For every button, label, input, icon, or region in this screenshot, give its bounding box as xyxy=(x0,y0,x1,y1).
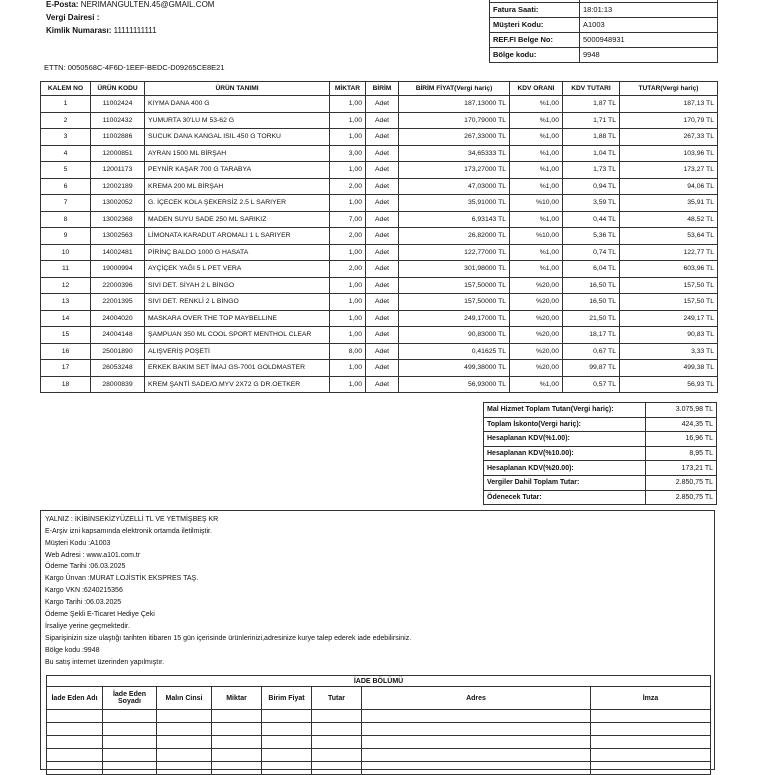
return-input-cell[interactable] xyxy=(262,762,312,775)
col-product-code-cell: 24004148 xyxy=(91,327,145,344)
email-line: E-Posta: NERIMANGULTEN.45@GMAIL.COM xyxy=(46,0,215,9)
col-product-code-cell: 11002424 xyxy=(91,96,145,113)
return-input-cell[interactable] xyxy=(103,762,157,775)
col-vat-rate-cell: %20,00 xyxy=(510,327,563,344)
col-unit-price-cell: 34,65333 TL xyxy=(399,145,510,162)
col-quantity-cell: 3,00 xyxy=(330,145,366,162)
info-row: Bölge kodu: 9948 xyxy=(490,47,718,62)
col-line-no-header: KALEM NO xyxy=(41,82,91,96)
col-line-no-cell: 14 xyxy=(41,310,91,327)
col-vat-amount-cell: 1,87 TL xyxy=(563,96,620,113)
note-line: Kargo Tarihi :06.03.2025 xyxy=(45,599,122,606)
col-unit-price-cell: 90,83000 TL xyxy=(399,327,510,344)
col-unit-cell: Adet xyxy=(366,178,399,195)
return-input-cell[interactable] xyxy=(212,749,262,762)
col-vat-rate-cell: %20,00 xyxy=(510,343,563,360)
col-unit-cell: Adet xyxy=(366,129,399,146)
totals-row xyxy=(484,490,717,505)
return-row xyxy=(47,749,711,762)
col-line-no-cell: 10 xyxy=(41,244,91,261)
col-product-name-cell: ERKEK BAKIM SET İMAJ GS-7001 GOLDMASTER xyxy=(145,360,330,377)
return-input-cell[interactable] xyxy=(157,736,212,749)
col-product-code-cell: 11002886 xyxy=(91,129,145,146)
col-quantity-cell: 2,00 xyxy=(330,178,366,195)
col-line-no-cell: 13 xyxy=(41,294,91,311)
col-unit-price-cell: 173,27000 TL xyxy=(399,162,510,179)
totals-label: Ödenecek Tutar: xyxy=(484,490,646,505)
col-unit-price-cell: 267,33000 TL xyxy=(399,129,510,146)
return-input-cell[interactable] xyxy=(103,710,157,723)
col-unit-cell: Adet xyxy=(366,96,399,113)
return-input-cell[interactable] xyxy=(157,710,212,723)
col-vat-amount-cell: 0,94 TL xyxy=(563,178,620,195)
col-quantity-cell: 1,00 xyxy=(330,162,366,179)
return-input-cell[interactable] xyxy=(157,762,212,775)
col-product-code-cell: 24004020 xyxy=(91,310,145,327)
col-line-no-cell: 3 xyxy=(41,129,91,146)
col-product-code-cell: 13002368 xyxy=(91,211,145,228)
return-input-cell[interactable] xyxy=(362,749,591,762)
col-quantity-header: MİKTAR xyxy=(330,82,366,96)
col-product-name-cell: AYÇİÇEK YAĞI 5 L PET VERA xyxy=(145,261,330,278)
return-input-cell[interactable] xyxy=(157,723,212,736)
col-amount-cell: 53,64 TL xyxy=(620,228,718,245)
col-amount-cell: 157,50 TL xyxy=(620,277,718,294)
table-row xyxy=(41,261,718,278)
col-vat-rate-cell: %1,00 xyxy=(510,129,563,146)
table-row xyxy=(41,343,718,360)
return-col-header: İade Eden Soyadı xyxy=(103,687,157,710)
table-row xyxy=(41,96,718,113)
totals-row xyxy=(484,403,717,418)
return-input-cell[interactable] xyxy=(312,723,362,736)
col-amount-cell: 48,52 TL xyxy=(620,211,718,228)
return-section-table xyxy=(46,675,711,775)
totals-value: 2.850,75 TL xyxy=(646,490,717,505)
totals-row xyxy=(484,475,717,490)
col-product-code-cell: 12001173 xyxy=(91,162,145,179)
return-input-cell[interactable] xyxy=(262,749,312,762)
return-col-header: Birim Fiyat xyxy=(262,687,312,710)
col-product-name-cell: KIYMA DANA 400 G xyxy=(145,96,330,113)
return-input-cell[interactable] xyxy=(262,710,312,723)
return-input-cell[interactable] xyxy=(312,710,362,723)
col-unit-price-cell: 499,38000 TL xyxy=(399,360,510,377)
col-vat-amount-cell: 0,57 TL xyxy=(563,376,620,393)
col-quantity-cell: 1,00 xyxy=(330,327,366,344)
col-vat-rate-cell: %20,00 xyxy=(510,277,563,294)
col-line-no-cell: 4 xyxy=(41,145,91,162)
note-line: Kargo Ünvan :MURAT LOJİSTİK EKSPRES TAŞ. xyxy=(45,575,199,582)
id-value: 11111111111 xyxy=(113,26,157,35)
col-vat-amount-cell: 5,36 TL xyxy=(563,228,620,245)
items-header-row xyxy=(41,82,718,96)
col-amount-header: TUTAR(Vergi hariç) xyxy=(620,82,718,96)
table-row xyxy=(41,228,718,245)
col-amount-cell: 94,06 TL xyxy=(620,178,718,195)
col-vat-amount-cell: 0,44 TL xyxy=(563,211,620,228)
col-amount-cell: 267,33 TL xyxy=(620,129,718,146)
col-product-name-cell: YUMURTA 30'LU M 53-62 G xyxy=(145,112,330,129)
col-vat-amount-cell: 16,50 TL xyxy=(563,294,620,311)
col-amount-cell: 170,79 TL xyxy=(620,112,718,129)
col-vat-amount-cell: 1,73 TL xyxy=(563,162,620,179)
return-row xyxy=(47,710,711,723)
col-unit-cell: Adet xyxy=(366,277,399,294)
col-amount-cell: 173,27 TL xyxy=(620,162,718,179)
note-line: Bölge kodu :9948 xyxy=(45,647,100,654)
col-vat-rate-cell: %1,00 xyxy=(510,112,563,129)
return-row xyxy=(47,736,711,749)
col-line-no-cell: 15 xyxy=(41,327,91,344)
totals-value: 16,96 TL xyxy=(646,432,717,447)
col-product-code-cell: 12000851 xyxy=(91,145,145,162)
totals-row xyxy=(484,432,717,447)
col-amount-cell: 499,38 TL xyxy=(620,360,718,377)
col-unit-price-cell: 56,93000 TL xyxy=(399,376,510,393)
col-vat-rate-cell: %1,00 xyxy=(510,211,563,228)
col-product-name-cell: KREM ŞANTİ SADE/O.MYV 2X72 G DR.OETKER xyxy=(145,376,330,393)
col-vat-rate-cell: %20,00 xyxy=(510,294,563,311)
col-line-no-cell: 2 xyxy=(41,112,91,129)
col-unit-cell: Adet xyxy=(366,211,399,228)
col-product-name-cell: AYRAN 1500 ML BİRŞAH xyxy=(145,145,330,162)
col-vat-rate-header: KDV ORANI xyxy=(510,82,563,96)
col-line-no-cell: 16 xyxy=(41,343,91,360)
col-unit-price-cell: 26,82000 TL xyxy=(399,228,510,245)
note-line: Web Adresi : www.a101.com.tr xyxy=(45,552,141,559)
col-unit-price-cell: 35,91000 TL xyxy=(399,195,510,212)
note-line: Ödeme Tarihi :06.03.2025 xyxy=(45,563,126,570)
info-row: Fatura Saati: 18:01:13 xyxy=(490,2,718,17)
return-input-cell[interactable] xyxy=(262,736,312,749)
col-quantity-cell: 1,00 xyxy=(330,129,366,146)
col-vat-rate-cell: %10,00 xyxy=(510,195,563,212)
return-input-cell[interactable] xyxy=(591,736,711,749)
col-unit-price-cell: 187,13000 TL xyxy=(399,96,510,113)
return-input-cell[interactable] xyxy=(47,736,103,749)
return-input-cell[interactable] xyxy=(103,736,157,749)
col-product-name-cell: MADEN SUYU SADE 250 ML SARIKIZ xyxy=(145,211,330,228)
note-line: E-Arşiv izni kapsamında elektronik ortamda iletilmiştir. xyxy=(45,528,212,535)
col-quantity-cell: 1,00 xyxy=(330,195,366,212)
col-unit-cell: Adet xyxy=(366,244,399,261)
return-input-cell[interactable] xyxy=(591,762,711,775)
table-row xyxy=(41,294,718,311)
col-unit-price-cell: 157,50000 TL xyxy=(399,277,510,294)
col-vat-amount-cell: 3,59 TL xyxy=(563,195,620,212)
col-amount-cell: 90,83 TL xyxy=(620,327,718,344)
col-product-code-header: ÜRÜN KODU xyxy=(91,82,145,96)
col-quantity-cell: 1,00 xyxy=(330,294,366,311)
return-col-header: Tutar xyxy=(312,687,362,710)
col-quantity-cell: 1,00 xyxy=(330,244,366,261)
col-quantity-cell: 2,00 xyxy=(330,228,366,245)
col-product-code-cell: 11002432 xyxy=(91,112,145,129)
totals-row xyxy=(484,417,717,432)
return-header-row xyxy=(47,687,711,710)
col-unit-cell: Adet xyxy=(366,261,399,278)
col-product-name-cell: ALIŞVERİŞ POŞETİ xyxy=(145,343,330,360)
col-vat-amount-cell: 16,50 TL xyxy=(563,277,620,294)
table-row xyxy=(41,360,718,377)
return-input-cell[interactable] xyxy=(47,710,103,723)
col-unit-cell: Adet xyxy=(366,327,399,344)
ettn: ETTN: 0050568C-4F6D-1EEF-BEDC-D09265CE8E21 xyxy=(44,63,225,72)
col-amount-cell: 187,13 TL xyxy=(620,96,718,113)
col-product-name-cell: KREMA 200 ML BİRŞAH xyxy=(145,178,330,195)
col-line-no-cell: 5 xyxy=(41,162,91,179)
col-unit-price-cell: 47,03000 TL xyxy=(399,178,510,195)
col-quantity-cell: 2,00 xyxy=(330,261,366,278)
col-vat-rate-cell: %1,00 xyxy=(510,376,563,393)
totals-value: 3.075,98 TL xyxy=(646,403,717,418)
col-unit-cell: Adet xyxy=(366,195,399,212)
totals-row xyxy=(484,461,717,476)
col-quantity-cell: 1,00 xyxy=(330,360,366,377)
return-input-cell[interactable] xyxy=(212,762,262,775)
col-amount-cell: 56,93 TL xyxy=(620,376,718,393)
col-line-no-cell: 11 xyxy=(41,261,91,278)
tax-office-label: Vergi Dairesi : xyxy=(46,13,100,22)
return-section-title: İADE BÖLÜMÜ xyxy=(47,676,711,687)
return-input-cell[interactable] xyxy=(591,710,711,723)
return-col-header: Malın Cinsi xyxy=(157,687,212,710)
return-input-cell[interactable] xyxy=(212,736,262,749)
col-vat-rate-cell: %1,00 xyxy=(510,261,563,278)
table-row xyxy=(41,195,718,212)
col-quantity-cell: 1,00 xyxy=(330,277,366,294)
col-quantity-cell: 1,00 xyxy=(330,112,366,129)
col-product-name-cell: ŞAMPUAN 350 ML COOL SPORT MENTHOL CLEAR xyxy=(145,327,330,344)
col-product-name-cell: G. İÇECEK KOLA ŞEKERSİZ 2.5 L SARIYER xyxy=(145,195,330,212)
table-row xyxy=(41,162,718,179)
col-amount-cell: 603,96 TL xyxy=(620,261,718,278)
col-vat-amount-cell: 6,04 TL xyxy=(563,261,620,278)
col-product-name-header: ÜRÜN TANIMI xyxy=(145,82,330,96)
col-vat-amount-cell: 1,88 TL xyxy=(563,129,620,146)
col-line-no-cell: 18 xyxy=(41,376,91,393)
col-unit-price-cell: 122,77000 TL xyxy=(399,244,510,261)
return-input-cell[interactable] xyxy=(47,723,103,736)
totals-label: Vergiler Dahil Toplam Tutar: xyxy=(484,475,646,490)
col-vat-rate-cell: %20,00 xyxy=(510,310,563,327)
table-row xyxy=(41,376,718,393)
col-vat-rate-cell: %20,00 xyxy=(510,360,563,377)
col-product-name-cell: SIVI DET. SİYAH 2 L BİNGO xyxy=(145,277,330,294)
items-table xyxy=(40,81,718,393)
return-col-header: İade Eden Adı xyxy=(47,687,103,710)
totals-label: Hesaplanan KDV(%20.00): xyxy=(484,461,646,476)
col-unit-price-cell: 6,93143 TL xyxy=(399,211,510,228)
table-row xyxy=(41,129,718,146)
return-input-cell[interactable] xyxy=(312,762,362,775)
table-row xyxy=(41,112,718,129)
note-line: Kargo VKN :6240215356 xyxy=(45,587,123,594)
col-quantity-cell: 1,00 xyxy=(330,96,366,113)
col-product-name-cell: MASKARA OVER THE TOP MAYBELLINE xyxy=(145,310,330,327)
col-vat-rate-cell: %1,00 xyxy=(510,178,563,195)
return-input-cell[interactable] xyxy=(212,723,262,736)
info-row: REF.FI Belge No: 5000948931 xyxy=(490,32,718,47)
return-input-cell[interactable] xyxy=(362,762,591,775)
invoice-info-table xyxy=(489,0,718,63)
col-unit-cell: Adet xyxy=(366,343,399,360)
col-vat-amount-cell: 18,17 TL xyxy=(563,327,620,344)
col-quantity-cell: 1,00 xyxy=(330,310,366,327)
totals-value: 8,95 TL xyxy=(646,446,717,461)
col-unit-cell: Adet xyxy=(366,310,399,327)
col-product-code-cell: 22001395 xyxy=(91,294,145,311)
return-row xyxy=(47,762,711,775)
col-quantity-cell: 1,00 xyxy=(330,376,366,393)
table-row xyxy=(41,327,718,344)
note-line: Ödeme Şekli E-Ticaret Hediye Çeki xyxy=(45,611,155,618)
col-line-no-cell: 7 xyxy=(41,195,91,212)
info-row: Müşteri Kodu: A1003 xyxy=(490,17,718,32)
col-vat-rate-cell: %1,00 xyxy=(510,145,563,162)
col-unit-header: BİRİM xyxy=(366,82,399,96)
table-row xyxy=(41,277,718,294)
col-vat-amount-cell: 99,87 TL xyxy=(563,360,620,377)
col-amount-cell: 249,17 TL xyxy=(620,310,718,327)
note-line: Siparişinizin size ulaştığı tarihten itibaren 15 gün içerisinde ürünlerinizi,adresinize kurye talep ederek iade edebilirsiniz. xyxy=(45,635,412,642)
col-line-no-cell: 17 xyxy=(41,360,91,377)
col-unit-cell: Adet xyxy=(366,376,399,393)
col-vat-rate-cell: %1,00 xyxy=(510,162,563,179)
return-input-cell[interactable] xyxy=(591,749,711,762)
return-input-cell[interactable] xyxy=(262,723,312,736)
table-row xyxy=(41,211,718,228)
totals-table xyxy=(483,402,717,505)
note-line: İrsaliye yerine geçmektedir. xyxy=(45,623,130,630)
return-input-cell[interactable] xyxy=(362,736,591,749)
col-product-name-cell: SUCUK DANA KANGAL ISIL 450 G TORKU xyxy=(145,129,330,146)
return-col-header: İmza xyxy=(591,687,711,710)
col-product-name-cell: SIVI DET. RENKLİ 2 L BİNGO xyxy=(145,294,330,311)
totals-value: 2.850,75 TL xyxy=(646,475,717,490)
col-line-no-cell: 1 xyxy=(41,96,91,113)
col-amount-cell: 3,33 TL xyxy=(620,343,718,360)
totals-value: 424,35 TL xyxy=(646,417,717,432)
col-line-no-cell: 6 xyxy=(41,178,91,195)
col-unit-cell: Adet xyxy=(366,360,399,377)
return-input-cell[interactable] xyxy=(103,723,157,736)
col-product-name-cell: PEYNİR KAŞAR 700 G TARABYA xyxy=(145,162,330,179)
totals-value: 173,21 TL xyxy=(646,461,717,476)
return-col-header: Adres xyxy=(362,687,591,710)
col-vat-amount-cell: 0,67 TL xyxy=(563,343,620,360)
col-vat-amount-cell: 1,71 TL xyxy=(563,112,620,129)
col-quantity-cell: 7,00 xyxy=(330,211,366,228)
totals-row xyxy=(484,446,717,461)
col-product-code-cell: 12002189 xyxy=(91,178,145,195)
col-unit-price-cell: 0,41625 TL xyxy=(399,343,510,360)
email-value: NERIMANGULTEN.45@GMAIL.COM xyxy=(80,0,215,9)
col-product-code-cell: 13002563 xyxy=(91,228,145,245)
col-unit-cell: Adet xyxy=(366,228,399,245)
col-amount-cell: 103,96 TL xyxy=(620,145,718,162)
totals-label: Hesaplanan KDV(%1.00): xyxy=(484,432,646,447)
col-vat-amount-cell: 0,74 TL xyxy=(563,244,620,261)
col-line-no-cell: 9 xyxy=(41,228,91,245)
col-product-code-cell: 26053248 xyxy=(91,360,145,377)
col-vat-amount-cell: 21,50 TL xyxy=(563,310,620,327)
table-row xyxy=(41,310,718,327)
col-vat-amount-header: KDV TUTARI xyxy=(563,82,620,96)
col-amount-cell: 157,50 TL xyxy=(620,294,718,311)
totals-label: Mal Hizmet Toplam Tutarı(Vergi hariç): xyxy=(484,403,646,418)
col-vat-rate-cell: %10,00 xyxy=(510,228,563,245)
col-unit-cell: Adet xyxy=(366,162,399,179)
col-product-code-cell: 28000839 xyxy=(91,376,145,393)
return-input-cell[interactable] xyxy=(47,762,103,775)
return-input-cell[interactable] xyxy=(312,749,362,762)
col-unit-price-cell: 157,50000 TL xyxy=(399,294,510,311)
return-input-cell[interactable] xyxy=(362,723,591,736)
note-line: Bu satış internet üzerinden yapılmıştır. xyxy=(45,659,165,666)
col-product-code-cell: 22000396 xyxy=(91,277,145,294)
col-quantity-cell: 8,00 xyxy=(330,343,366,360)
table-row xyxy=(41,244,718,261)
col-line-no-cell: 12 xyxy=(41,277,91,294)
totals-label: Toplam İskonto(Vergi hariç): xyxy=(484,417,646,432)
return-col-header: Miktar xyxy=(212,687,262,710)
return-input-cell[interactable] xyxy=(212,710,262,723)
col-unit-price-cell: 249,17000 TL xyxy=(399,310,510,327)
col-product-code-cell: 19000994 xyxy=(91,261,145,278)
col-amount-cell: 35,91 TL xyxy=(620,195,718,212)
return-input-cell[interactable] xyxy=(47,749,103,762)
note-line: Müşteri Kodu :A1003 xyxy=(45,540,111,547)
col-unit-cell: Adet xyxy=(366,112,399,129)
col-vat-rate-cell: %1,00 xyxy=(510,96,563,113)
return-input-cell[interactable] xyxy=(157,749,212,762)
col-product-name-cell: LİMONATA KARADUT AROMALI 1 L SARIYER xyxy=(145,228,330,245)
col-amount-cell: 122,77 TL xyxy=(620,244,718,261)
note-line: YALNIZ : İKİBİNSEKİZYÜZELLİ TL VE YETMİŞBEŞ KR xyxy=(45,516,219,523)
col-unit-price-cell: 301,98000 TL xyxy=(399,261,510,278)
col-line-no-cell: 8 xyxy=(41,211,91,228)
col-product-code-cell: 14002481 xyxy=(91,244,145,261)
col-unit-price-cell: 170,79000 TL xyxy=(399,112,510,129)
col-unit-cell: Adet xyxy=(366,145,399,162)
col-vat-amount-cell: 1,04 TL xyxy=(563,145,620,162)
col-unit-price-header: BİRİM FİYAT(Vergi hariç) xyxy=(399,82,510,96)
return-input-cell[interactable] xyxy=(103,749,157,762)
col-product-name-cell: PİRİNÇ BALDO 1000 G HASATA xyxy=(145,244,330,261)
return-input-cell[interactable] xyxy=(591,723,711,736)
col-vat-rate-cell: %1,00 xyxy=(510,244,563,261)
return-row xyxy=(47,723,711,736)
return-input-cell[interactable] xyxy=(362,710,591,723)
table-row xyxy=(41,145,718,162)
col-product-code-cell: 25001890 xyxy=(91,343,145,360)
col-unit-cell: Adet xyxy=(366,294,399,311)
return-input-cell[interactable] xyxy=(312,736,362,749)
table-row xyxy=(41,178,718,195)
totals-label: Hesaplanan KDV(%10.00): xyxy=(484,446,646,461)
id-line: Kimlik Numarası: 11111111111 xyxy=(46,26,157,35)
col-product-code-cell: 13002052 xyxy=(91,195,145,212)
